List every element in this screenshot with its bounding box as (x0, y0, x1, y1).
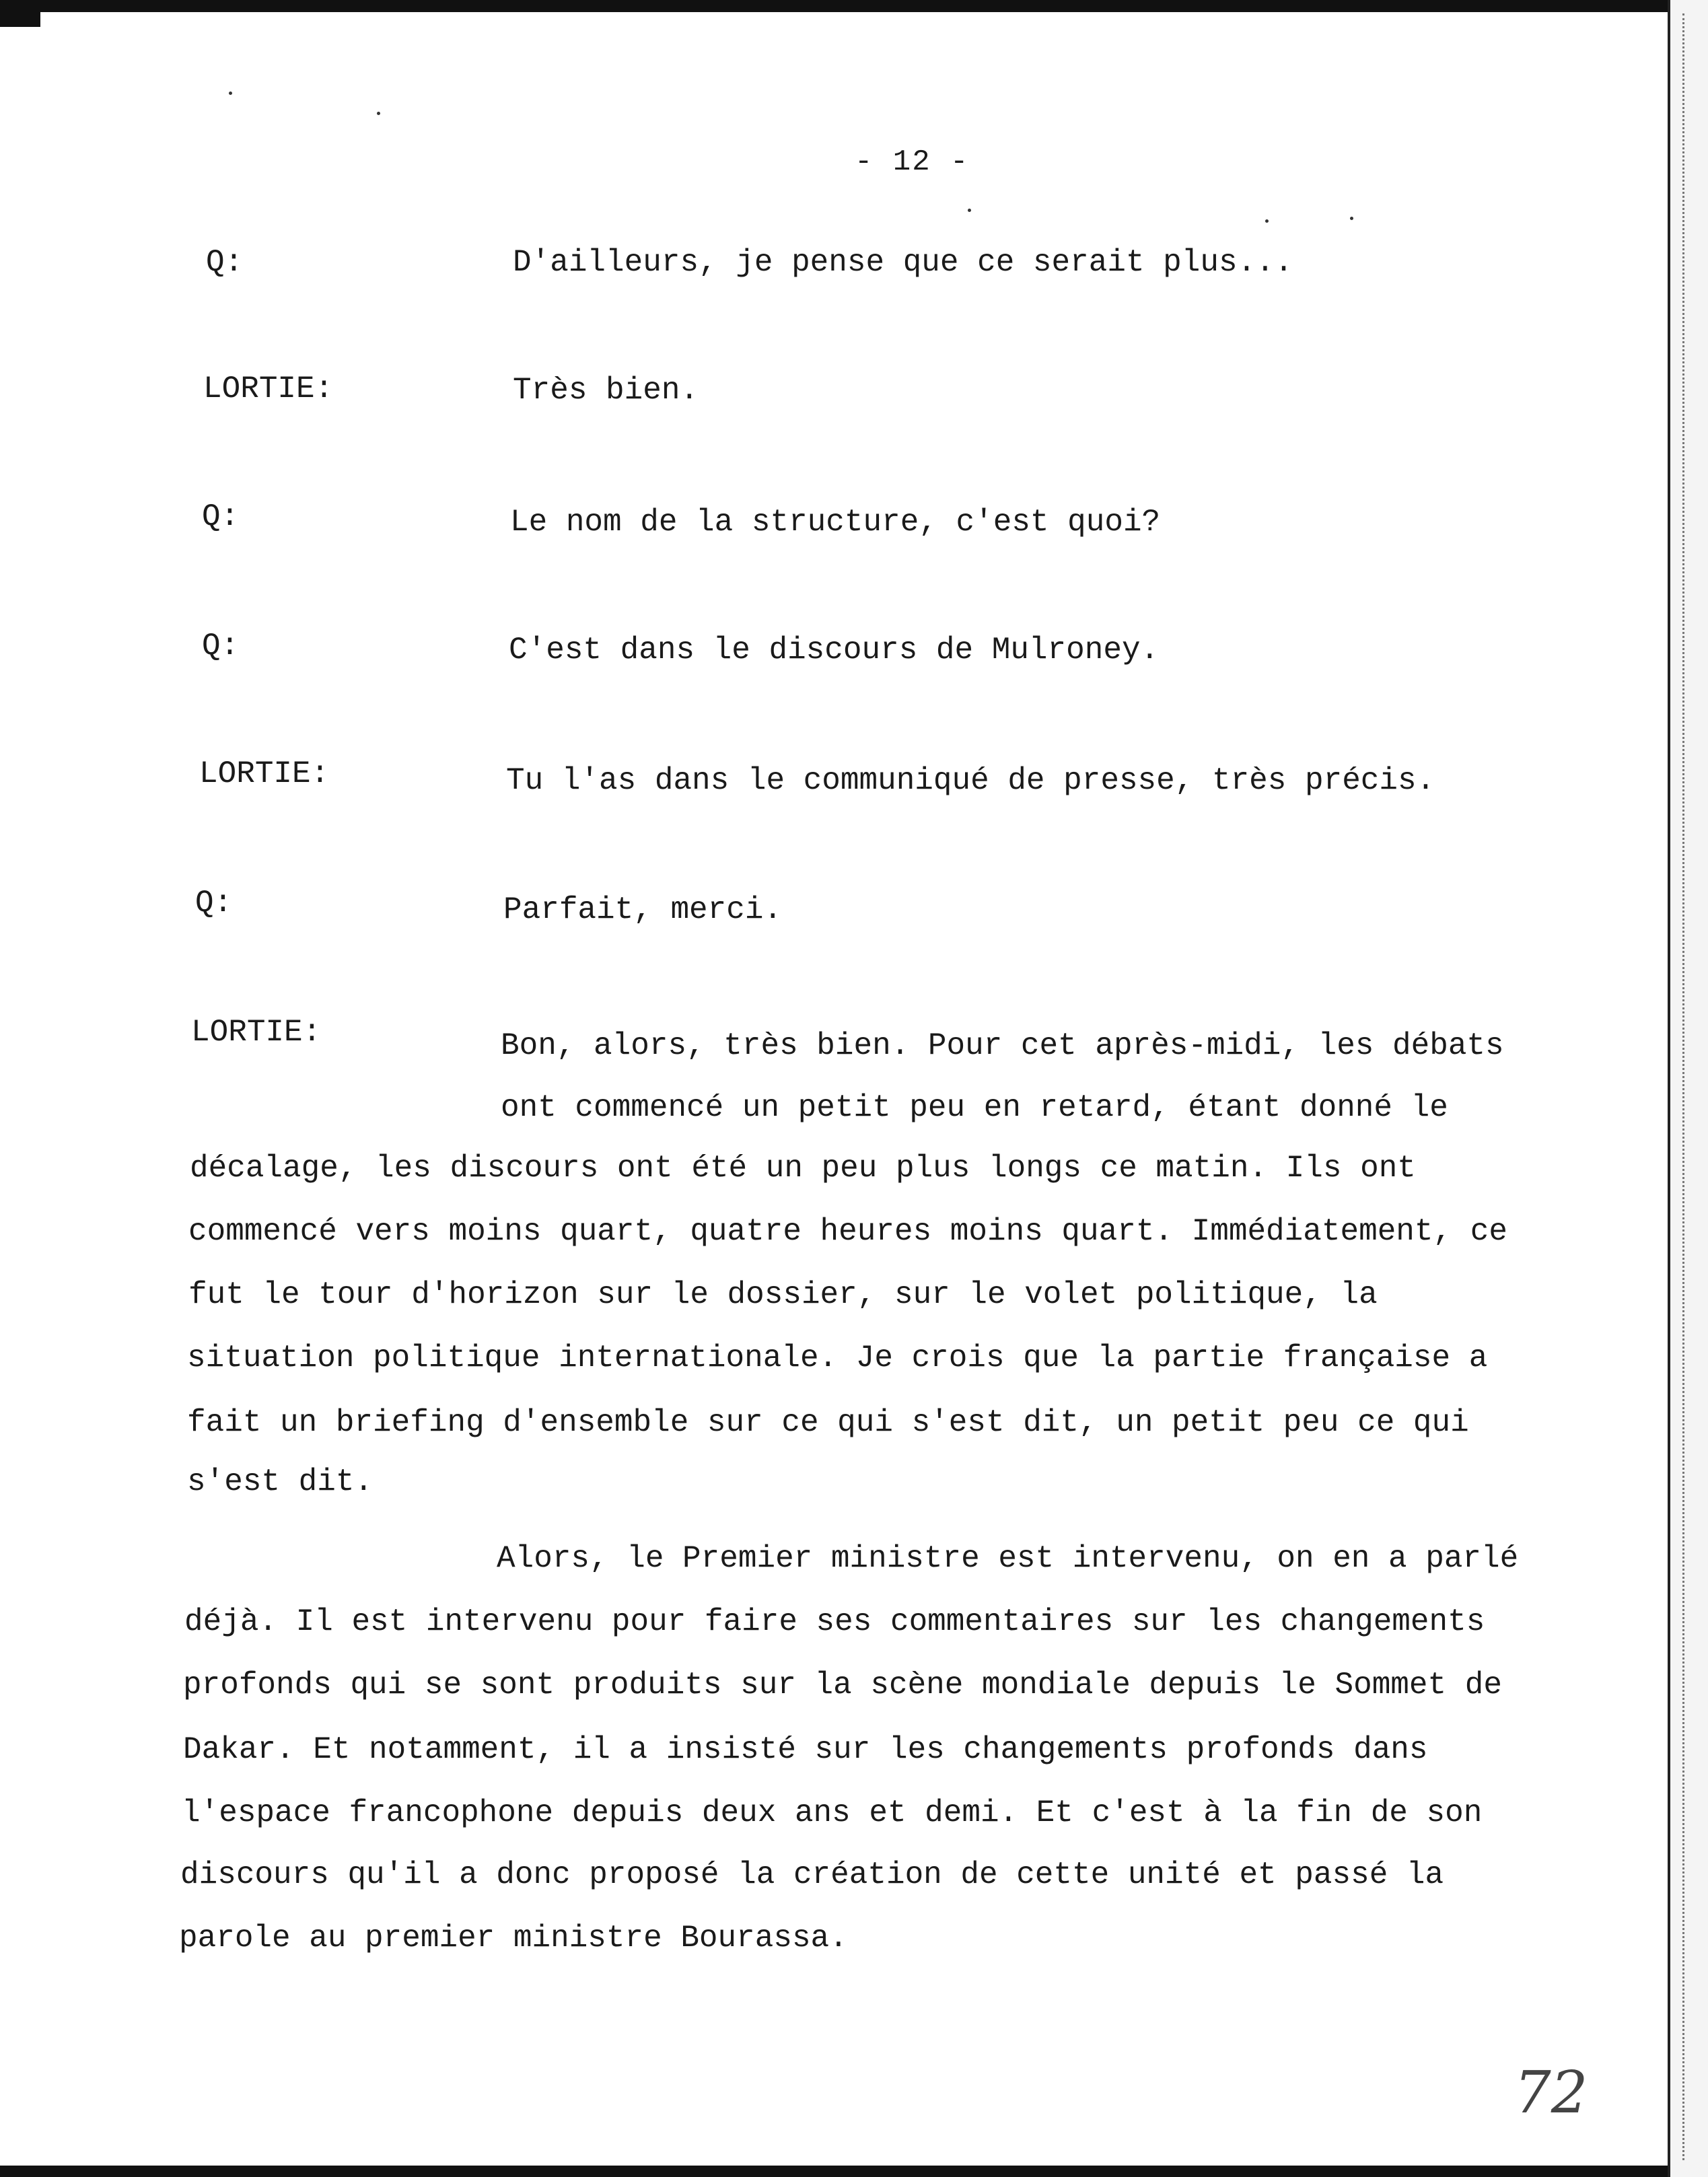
paragraph-line: commencé vers moins quart, quatre heures moins quart. Immédiatement, ce (188, 1214, 1507, 1249)
scan-binding-perforation (1682, 13, 1688, 2160)
speaker-label: LORTIE: (203, 371, 334, 406)
paragraph-line: profonds qui se sont produits sur la scène mondiale depuis le Sommet de (183, 1668, 1502, 1703)
scan-speck (1265, 219, 1269, 223)
paragraph-line: fut le tour d'horizon sur le dossier, sur le volet politique, la (188, 1277, 1378, 1312)
speaker-label: Q: (202, 499, 240, 534)
dialogue-text: Tu l'as dans le communiqué de presse, très précis. (506, 763, 1435, 798)
speaker-label: Q: (206, 245, 244, 280)
speaker-label: LORTIE: (191, 1015, 322, 1050)
speaker-label: Q: (195, 886, 233, 921)
handwritten-page-note: 72 (1514, 2059, 1588, 2127)
dialogue-text: D'ailleurs, je pense que ce serait plus... (513, 245, 1293, 280)
paragraph-line: situation politique internationale. Je crois que la partie française a (187, 1341, 1488, 1376)
paragraph-line: Alors, le Premier ministre est intervenu, on en a parlé (497, 1541, 1519, 1576)
scan-bottom-border (0, 2166, 1708, 2177)
paragraph-line: discours qu'il a donc proposé la création de cette unité et passé la (180, 1857, 1444, 1892)
paragraph-line: parole au premier ministre Bourassa. (179, 1921, 848, 1956)
paragraph-line: l'espace francophone depuis deux ans et demi. Et c'est à la fin de son (182, 1795, 1483, 1830)
scan-speck (968, 209, 971, 212)
scan-speck (1350, 217, 1353, 220)
dialogue-text: Le nom de la structure, c'est quoi? (510, 505, 1161, 540)
paragraph-line: Dakar. Et notamment, il a insisté sur les changements profonds dans (183, 1732, 1428, 1767)
paragraph-line: déjà. Il est intervenu pour faire ses commentaires sur les changements (184, 1604, 1485, 1639)
scan-speck (229, 92, 232, 95)
speaker-label: Q: (202, 629, 240, 664)
scan-top-border (0, 0, 1708, 12)
speaker-label: LORTIE: (199, 756, 330, 791)
dialogue-text: Parfait, merci. (503, 892, 783, 927)
scan-speck (377, 112, 380, 115)
paragraph-line: fait un briefing d'ensemble sur ce qui s'est dit, un petit peu ce qui (187, 1405, 1469, 1440)
paragraph-line: ont commencé un petit peu en retard, étant donné le (501, 1090, 1448, 1125)
paragraph-line: décalage, les discours ont été un peu plus longs ce matin. Ils ont (190, 1151, 1416, 1186)
scan-top-border-tab (0, 12, 40, 27)
paragraph-line: Bon, alors, très bien. Pour cet après-midi, les débats (501, 1028, 1504, 1063)
dialogue-text: Très bien. (513, 373, 699, 408)
page-number: - 12 - (855, 145, 970, 179)
paragraph-line: s'est dit. (187, 1464, 373, 1499)
dialogue-text: C'est dans le discours de Mulroney. (509, 633, 1160, 668)
